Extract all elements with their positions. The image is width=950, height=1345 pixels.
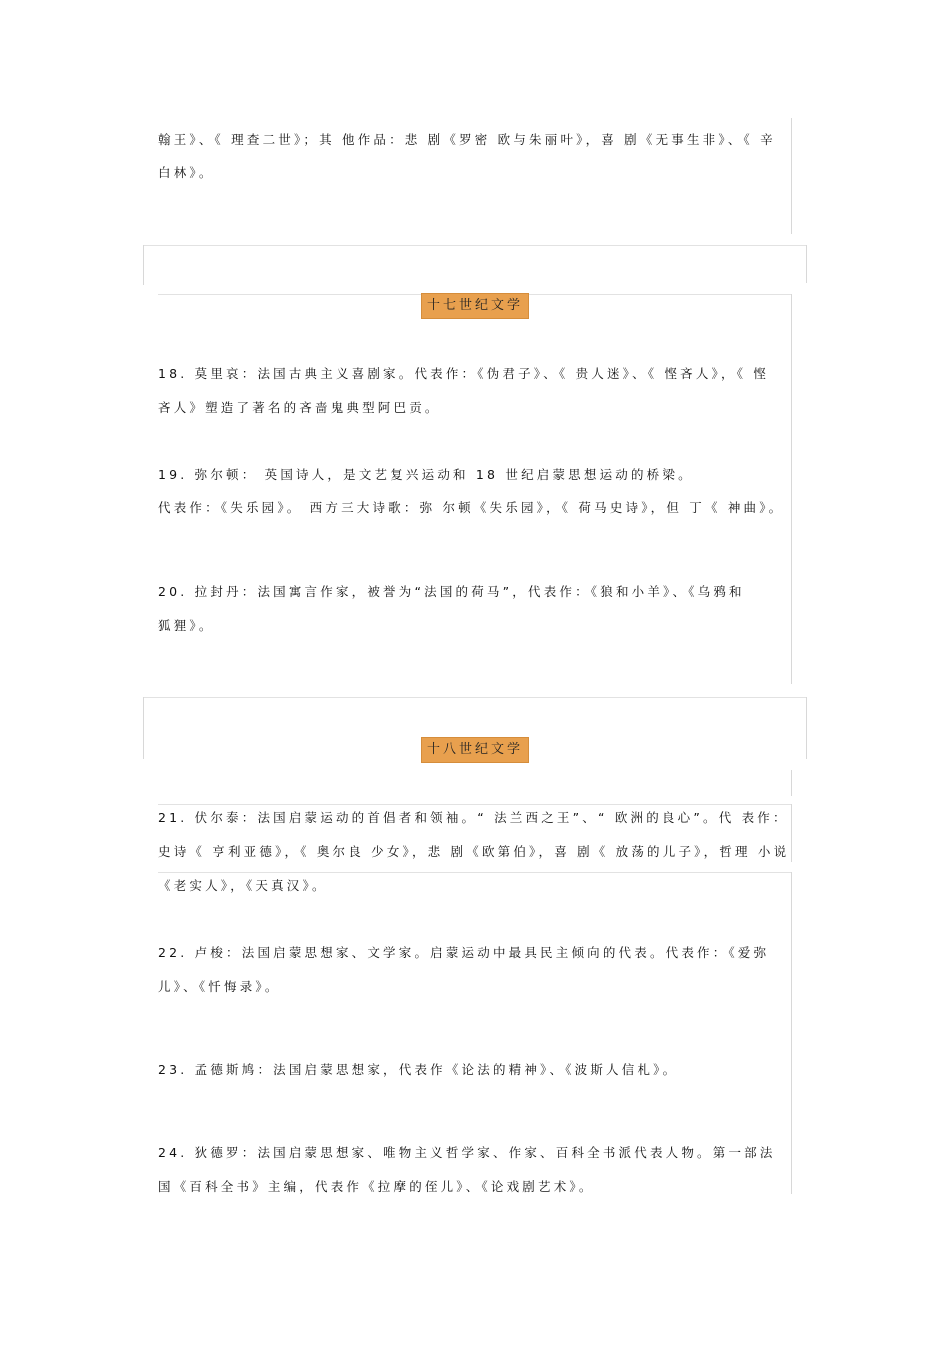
entry-21-line1: 21. 伏尔泰：法国启蒙运动的首倡者和领袖。“ 法兰西之王”、“ 欧洲的良心”。代 表作：: [158, 810, 789, 825]
frame-line: [791, 872, 792, 1194]
entry-18-line2: 吝人》塑造了著名的吝啬鬼典型阿巴贡。: [158, 400, 441, 415]
frame-line: [791, 770, 792, 796]
frame-line: [791, 804, 792, 862]
entry-18-line1: 18. 莫里哀：法国古典主义喜剧家。代表作：《伪君子》、《 贵人迷》、《 悭吝人》，《 悭: [158, 366, 770, 381]
frame-line: [806, 697, 807, 759]
frame-line: [791, 118, 792, 234]
section-heading: 十七世纪文学: [421, 293, 529, 319]
frame-line: [143, 245, 144, 285]
frame-line: [143, 245, 807, 246]
entry-23-line1: 23. 孟德斯鸠：法国启蒙思想家，代表作《论法的精神》、《波斯人信札》。: [158, 1062, 679, 1077]
frame-line: [158, 804, 791, 805]
entry-19-line1: 19. 弥尔顿： 英国诗人，是文艺复兴运动和 18 世纪启蒙思想运动的桥梁。: [158, 467, 694, 482]
entry-20-line1: 20. 拉封丹：法国寓言作家，被誉为“法国的荷马”，代表作：《狼和小羊》、《乌鸦和: [158, 584, 745, 599]
entry-24-line2: 国《百科全书》主编，代表作《拉摩的侄儿》、《论戏剧艺术》。: [158, 1179, 595, 1194]
entry-21-line3: 《老实人》，《天真汉》。: [158, 878, 328, 893]
entry-22-line2: 儿》、《忏悔录》。: [158, 979, 281, 994]
frame-line: [143, 697, 144, 759]
frame-line: [791, 294, 792, 684]
frame-line: [158, 872, 791, 873]
section-heading: 十八世纪文学: [421, 737, 529, 763]
entry-24-line1: 24. 狄德罗：法国启蒙思想家、唯物主义哲学家、作家、百科全书派代表人物。第一部法: [158, 1145, 776, 1160]
entry-20-line2: 狐狸》。: [158, 618, 215, 633]
entry-19-line2: 代表作：《失乐园》。 西方三大诗歌：弥 尔顿《失乐园》，《 荷马史诗》，但 丁《 神曲》。: [158, 500, 785, 515]
frame-line: [143, 697, 807, 698]
paragraph-line: 翰王》、《 理查二世》；其 他作品：悲 剧《罗密 欧与朱丽叶》，喜 剧《无事生非》、《 辛: [158, 132, 776, 147]
entry-21-line2: 史诗《 亨利亚德》，《 奥尔良 少女》，悲 剧《欧第伯》，喜 剧《 放荡的儿子》，哲理 小说: [158, 844, 790, 859]
entry-22-line1: 22. 卢梭：法国启蒙思想家、文学家。启蒙运动中最具民主倾向的代表。代表作：《爱弥: [158, 945, 770, 960]
paragraph-line: 白林》。: [158, 165, 215, 180]
frame-line: [806, 245, 807, 283]
